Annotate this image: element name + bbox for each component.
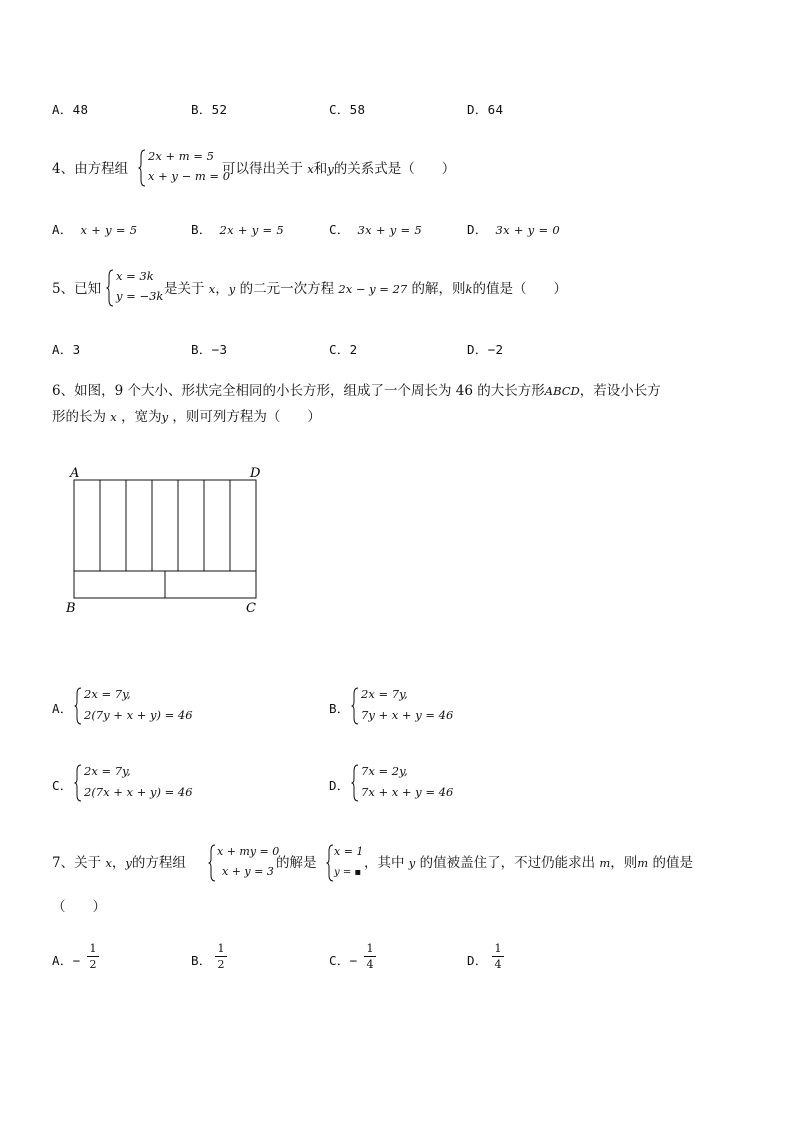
q6-option-a-letter[interactable]: A． xyxy=(52,701,73,716)
q7-solution: x = 1 y = ▪ xyxy=(326,843,366,883)
q7-stem-end: ，其中 y 的值被盖住了，不过仍能求出 m，则m 的值是 xyxy=(364,855,693,871)
q6-option-d-letter[interactable]: D． xyxy=(329,778,350,793)
q7-option-d[interactable]: D． xyxy=(467,953,488,968)
q6-option-b-system[interactable]: 2x = 7y, 7y + x + y = 46 xyxy=(351,686,461,726)
label-c: C xyxy=(246,601,256,616)
q3-option-c[interactable]: C．58 xyxy=(329,102,366,117)
q6-option-a-system[interactable]: 2x = 7y, 2(7y + x + y) = 46 xyxy=(74,686,204,726)
q4-system-line-2: x + y − m = 0 xyxy=(148,169,231,183)
q6-figure xyxy=(60,460,270,620)
q5-system-line-1: x = 3k xyxy=(116,269,154,283)
q5-system xyxy=(106,268,168,308)
label-d: D xyxy=(250,466,261,481)
q7-option-b[interactable]: B． xyxy=(191,953,212,968)
q6-option-c-letter[interactable]: C． xyxy=(52,778,73,793)
q7-option-c[interactable]: C．− xyxy=(329,953,358,968)
left-brace-icon xyxy=(208,843,216,883)
q3-option-a[interactable]: A．48 xyxy=(52,102,89,117)
q4-option-d[interactable]: D． 3x + y = 0 xyxy=(467,222,560,237)
left-brace-icon xyxy=(351,686,359,726)
q7-text-solution: 的解是 xyxy=(276,855,317,871)
q3-option-d[interactable]: D．64 xyxy=(467,102,504,117)
left-brace-icon xyxy=(138,148,146,188)
q7-answer-paren: （ ） xyxy=(52,899,106,915)
q3-option-b[interactable]: B．52 xyxy=(191,102,228,117)
left-brace-icon xyxy=(351,763,359,803)
q5-stem-start: 5、已知 xyxy=(52,281,102,297)
left-brace-icon xyxy=(326,843,334,883)
q7-option-d-fraction: 1 4 xyxy=(492,943,504,970)
q4-option-a[interactable]: A． x + y = 5 xyxy=(52,222,138,237)
left-brace-icon xyxy=(74,763,82,803)
q7-option-a[interactable]: A．− xyxy=(52,953,81,968)
q6-option-b-letter[interactable]: B． xyxy=(329,701,350,716)
q7-stem-start: 7、关于 x，y的方程组 xyxy=(52,855,186,871)
q6-line-1: 6、如图，9 个大小、形状完全相同的小长方形，组成了一个周长为 46 的大长方形ABCD，若设小长方 xyxy=(52,383,661,399)
q6-line-2: 形的长为 x ，宽为y ，则可列方程为（ ） xyxy=(52,409,321,425)
q5-option-b[interactable]: B．−3 xyxy=(191,342,228,357)
q6-option-c-system[interactable]: 2x = 7y, 2(7x + x + y) = 46 xyxy=(74,763,204,803)
q7-option-a-fraction: 1 2 xyxy=(87,943,99,970)
q4-stem-end: 可以得出关于 x和y的关系式是（ ） xyxy=(222,161,456,177)
q5-option-a[interactable]: A．3 xyxy=(52,342,81,357)
q4-stem-start: 4、由方程组 xyxy=(52,161,129,177)
left-brace-icon xyxy=(74,686,82,726)
left-brace-icon xyxy=(106,268,114,308)
q7-system: x + my = 0 x + y = 3 xyxy=(208,843,280,883)
q7-option-b-fraction: 1 2 xyxy=(215,943,227,970)
q4-option-b[interactable]: B． 2x + y = 5 xyxy=(191,222,284,237)
q6-option-d-system[interactable]: 7x = 2y, 7x + x + y = 46 xyxy=(351,763,461,803)
q5-option-c[interactable]: C．2 xyxy=(329,342,358,357)
label-b: B xyxy=(66,601,76,616)
q5-stem-end: 是关于 x，y 的二元一次方程 2x − y = 27 的解，则k的值是（ ） xyxy=(164,281,567,297)
label-a: A xyxy=(70,466,80,481)
q5-option-d[interactable]: D．−2 xyxy=(467,342,504,357)
q4-system xyxy=(138,148,231,188)
q4-system-line-1: 2x + m = 5 xyxy=(148,149,214,163)
q4-option-c[interactable]: C． 3x + y = 5 xyxy=(329,222,422,237)
q7-option-c-fraction: 1 4 xyxy=(364,943,376,970)
q5-system-line-2: y = −3k xyxy=(116,289,164,303)
